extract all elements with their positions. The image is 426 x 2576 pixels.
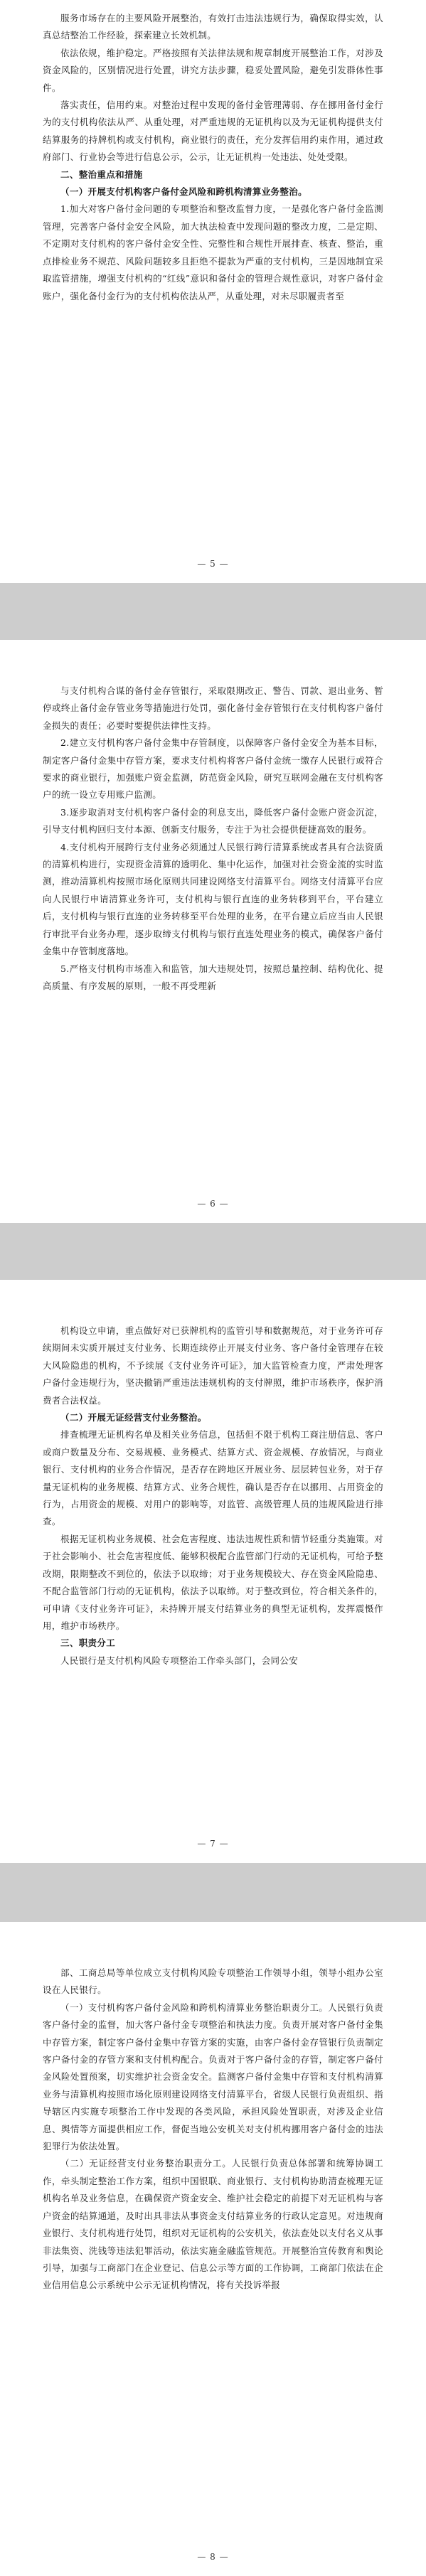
subsection-heading: （一）开展支付机构客户备付金风险和跨机构清算业务整治。 — [60, 186, 307, 198]
section-heading: 二、整治重点和措施 — [60, 169, 143, 180]
paragraph: 依法依规，维护稳定。严格按照有关法律法规和规章制度开展整治工作，对涉及资金风险的，区别情况进行处置，讲究方法步骤，稳妥处置风险，避免引发群体性事件。 — [43, 47, 383, 93]
page-number: — 8 — — [197, 2552, 229, 2562]
paragraph: 根据无证机构业务规模、社会危害程度、违法违规性质和情节轻重分类施策。对于社会影响小、社会危害程度低、能够积极配合监管部门行动的无证机构，可给予整改期，限期整改不到位的，依法予以取缔；对于业务规模较大、存在资金风险隐患、不配合监管部门行动的无证机构，依法予以取缔。对于整改到位，符合相关条件的，可申请《支付业务许可证》，未持牌开展支付结算业务的典型无证机构，发挥震慑作用，维护市场秩序。 — [43, 1533, 383, 1631]
paragraph: 3.逐步取消对支付机构客户备付金的利息支出，降低客户备付金账户资金沉淀，引导支付机构回归支付本源、创新支付服务，专注于为社会提供便捷高效的服务。 — [43, 806, 383, 835]
paragraph: 服务市场存在的主要风险开展整治，有效打击违法违规行为，确保取得实效，认真总结整治工作经验，探索建立长效机制。 — [43, 13, 383, 41]
paragraph: 机构设立申请，重点做好对已获牌机构的监管引导和数据规范，对于业务许可存续期间未实质开展过支付业务、长期连续停止开展支付业务、客户备付金管理存在较大风险隐患的机构，不予续展《支付业务许可证》，加大监管检查力度，严肃处理客户备付金违规行为，坚决撤销严重违法违规机构的支付牌照，维护市场秩序，保护消费者合法权益。 — [43, 1325, 383, 1406]
paragraph: 4.支付机构开展跨行支付业务必须通过人民银行跨行清算系统或者具有合法资质的清算机构进行，实现资金清算的透明化、集中化运作，加强对社会资金流的实时监测，推动清算机构按照市场化原则共同建设网络支付清算平台。网络支付清算平台应向人民银行申请清算业务许可，支付机构与银行直连的业务转移到平台，平台建立后，支付机构与银行直连的业务转移至平台处理的业务，在平台建立后应当由人民银行审批平台业务办理，逐步取缔支付机构与银行直连处理业务的模式，确保客户备付金集中存管制度落地。 — [43, 841, 383, 957]
document-page-3 — [0, 1280, 426, 1863]
document-page-4 — [0, 1922, 426, 2576]
section-heading: 三、职责分工 — [60, 1637, 116, 1649]
paragraph: （二）无证经营支付业务整治职责分工。人民银行负责总体部署和统筹协调工作，牵头制定整治工作方案，组织中国银联、商业银行、支付机构协助清查梳理无证机构名单及业务信息，在确保资产资金安全、维护社会稳定的前提下对无证机构与客户资金的结算通道，及时出具非法从事资金支付结算业务的行政认定意见。对违规商业银行、支付机构进行处罚，组织对无证机构的公安机关，依法查处以支付名义从事非法集资、洗钱等违法犯罪活动，依法实施金融监管规范。开展整治宣传教育和舆论引导，加强与工商部门在企业登记、信息公示等方面的工作协调，工商部门依法在企业信用信息公示系统中公示无证机构情况，将有关投诉举报 — [43, 2158, 383, 2291]
paragraph: 人民银行是支付机构风险专项整治工作牵头部门，会同公安 — [60, 1655, 299, 1666]
paragraph: 5.严格支付机构市场准入和监管，加大违规处罚，按照总量控制、结构优化、提高质量、有序发展的原则，一般不再受理新 — [43, 963, 383, 991]
subsection-heading: （二）开展无证经营支付业务整治。 — [60, 1412, 207, 1423]
paragraph: （一）支付机构客户备付金风险和跨机构清算业务整治职责分工。人民银行负责客户备付金的监督，加大客户备付金专项整治和执法力度。负责开展对客户备付金集中存管方案，制定客户备付金集中存管方案的实施，由客户备付金存管银行负责制定客户备付金的存管方案和支付机构配合。负责对于客户备付金的存管，制定客户备付金风险处置预案，切实维护社会资金安全。监测客户备付金集中存管和支付机构清算业务与清算机构按照市场化原则建设网络支付清算平台，省级人民银行负责组织、指导辖区内实施专项整治工作中发现的各类风险，承担风险处置职责，对涉及企业信息、舆情等方面提供相应工作，督促当地公安机关对支付机构挪用客户备付金的违法犯罪行为依法处置。 — [43, 2002, 383, 2152]
page-number: — 6 — — [197, 1199, 229, 1209]
paragraph: 2.建立支付机构客户备付金集中存管制度，以保障客户备付金安全为基本目标，制定客户备付金集中存管方案，要求支付机构将客户备付金统一缴存人民银行或符合要求的商业银行，加强账户资金监测，防范资金风险，研究互联网金融在支付机构客户的统一设立专用账户监测。 — [43, 737, 383, 801]
paragraph: 落实责任，信用约束。对整治过程中发现的备付金管理薄弱、存在挪用备付金行为的支付机构依法从严、从重处理，对严重违规的无证机构以及为无证机构提供支付结算服务的持牌机构或支付机构，商业银行的责任，充分发挥信用约束作用，通过政府部门、行业协会等进行信息公示，公示，让无证机构一处违法、处处受限。 — [43, 100, 383, 163]
page-number: — 5 — — [197, 559, 229, 569]
document-page-1 — [0, 0, 426, 583]
page-number: — 7 — — [197, 1839, 229, 1849]
paragraph: 1.加大对客户备付金问题的专项整治和整改监督力度，一是强化客户备付金监测管理，完善客户备付金安全风险，加大执法检查中发现问题的整改力度，二是定期、不定期对支付机构的客户备付金安全性、完整性和合规性开展排查、核查、整治，重点排检业务不规范、风险问题较多且拒绝不提款为严重的支付机构，三是因地制宜采取监管措施，增强支付机构的“红线”意识和备付金的管理合规性意识，对客户备付金账户，强化备付金行为的支付机构依法从严，从重处理，对未尽职履责者至 — [43, 203, 383, 301]
paragraph: 排查梳理无证机构名单及相关业务信息，包括但不限于机构工商注册信息、客户或商户数量及分布、交易规模、业务模式、结算方式、资金规模、存放情况，与商业银行、支付机构的业务合作情况，是否存在跨地区开展业务、层层转包业务，对于存量无证机构的业务规模、结算方式、业务合规性，确认是否存在以挪用、占用资金的行为，占用资金的规模、对用户的影响等，对监管、高级管理人员的违规风险进行排查。 — [43, 1429, 383, 1527]
paragraph: 与支付机构合谋的备付金存管银行，采取限期改正、警告、罚款、退出业务、暂停或终止备付金存管业务等措施进行处罚，强化备付金存管银行在支付机构客户备付金损失的责任；必要时要提供法律性支持。 — [43, 685, 383, 731]
document-page-2 — [0, 640, 426, 1223]
paragraph: 部、工商总局等单位成立支付机构风险专项整治工作领导小组，领导小组办公室设在人民银行。 — [43, 1967, 383, 1996]
